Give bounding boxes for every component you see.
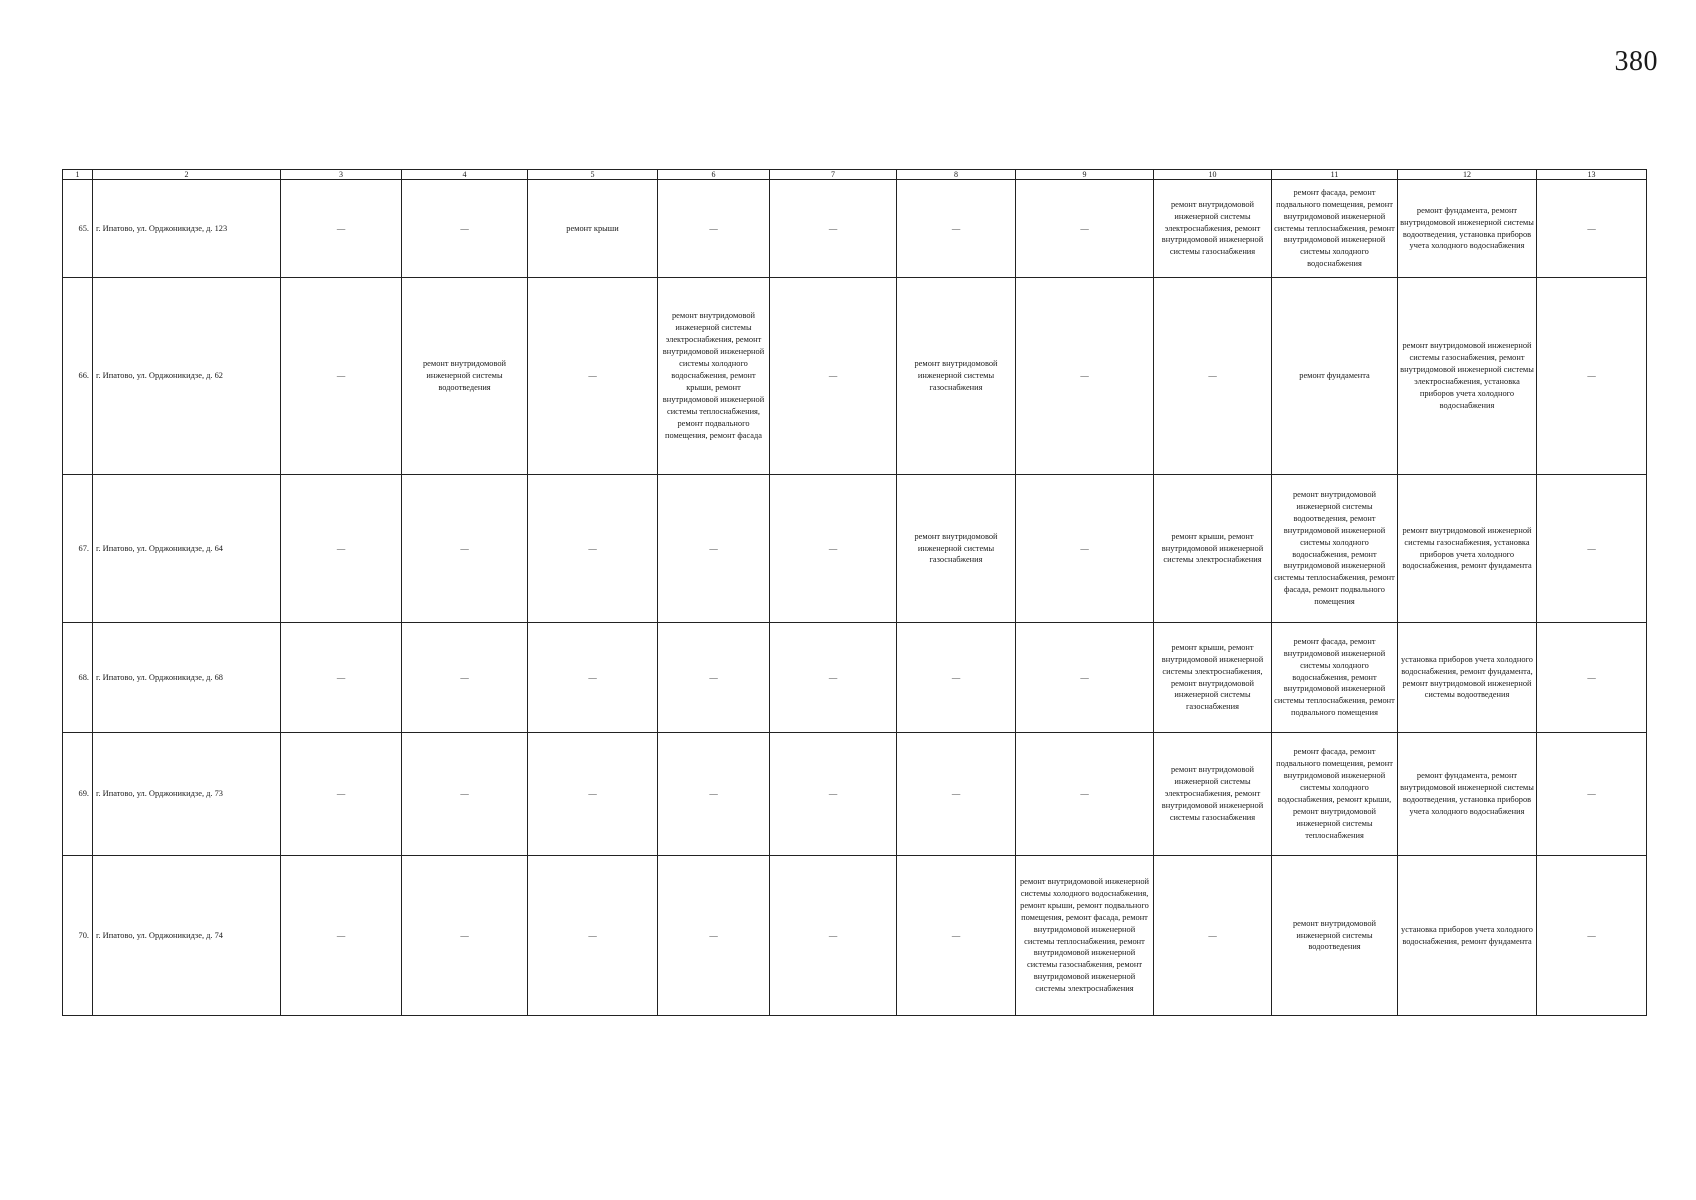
address-cell: г. Ипатово, ул. Орджоникидзе, д. 73	[93, 733, 281, 856]
table-row	[63, 278, 1647, 475]
address-cell: г. Ипатово, ул. Орджоникидзе, д. 62	[93, 278, 281, 475]
work-cell-col-8: —	[897, 623, 1016, 733]
work-cell-col-11: ремонт фасада, ремонт внутридомовой инженерной системы холодного водоснабжения, ремонт внутридомовой инженерной системы теплоснабжения, ремонт подвального помещения	[1272, 623, 1398, 733]
work-cell-col-12: ремонт внутридомовой инженерной системы газоснабжения, установка приборов учета холодного водоснабжения, ремонт фундамента	[1398, 475, 1537, 623]
work-cell-col-10: ремонт крыши, ремонт внутридомовой инженерной системы электроснабжения	[1154, 475, 1272, 623]
work-cell-col-5: —	[528, 856, 658, 1016]
work-cell-col-5: —	[528, 278, 658, 475]
table-row	[63, 856, 1647, 1016]
work-cell-col-10: —	[1154, 856, 1272, 1016]
work-cell-col-13: —	[1537, 733, 1647, 856]
work-cell-col-7: —	[770, 475, 897, 623]
work-cell-col-5: ремонт крыши	[528, 180, 658, 278]
row-number: 67.	[63, 475, 93, 623]
work-cell-col-5: —	[528, 475, 658, 623]
work-cell-col-3: —	[281, 475, 402, 623]
work-cell-col-9: ремонт внутридомовой инженерной системы холодного водоснабжения, ремонт крыши, ремонт подвального помещения, ремонт фасада, ремонт внутридомовой инженерной системы теплоснабжения, ремонт внутридомовой инженерной системы газоснабжения, ремонт внутридомовой инженерной системы электроснабжения	[1016, 856, 1154, 1016]
work-cell-col-12: ремонт фундамента, ремонт внутридомовой инженерной системы водоотведения, установка приборов учета холодного водоснабжения	[1398, 180, 1537, 278]
address-cell: г. Ипатово, ул. Орджоникидзе, д. 68	[93, 623, 281, 733]
work-cell-col-13: —	[1537, 623, 1647, 733]
work-cell-col-5: —	[528, 623, 658, 733]
work-cell-col-4: —	[402, 856, 528, 1016]
work-cell-col-3: —	[281, 856, 402, 1016]
work-cell-col-11: ремонт фасада, ремонт подвального помещения, ремонт внутридомовой инженерной системы холодного водоснабжения, ремонт крыши, ремонт внутридомовой инженерной системы теплоснабжения	[1272, 733, 1398, 856]
column-number: 9	[1016, 170, 1154, 180]
work-cell-col-7: —	[770, 733, 897, 856]
address-cell: г. Ипатово, ул. Орджоникидзе, д. 74	[93, 856, 281, 1016]
work-cell-col-6: —	[658, 475, 770, 623]
column-number: 2	[93, 170, 281, 180]
work-cell-col-10: ремонт внутридомовой инженерной системы электроснабжения, ремонт внутридомовой инженерной системы газоснабжения	[1154, 180, 1272, 278]
table-body	[63, 180, 1647, 1016]
column-number-row	[63, 170, 1647, 180]
work-cell-col-8: —	[897, 180, 1016, 278]
work-cell-col-8: —	[897, 733, 1016, 856]
work-cell-col-7: —	[770, 180, 897, 278]
repair-schedule-table	[62, 169, 1647, 1016]
column-number: 1	[63, 170, 93, 180]
work-cell-col-11: ремонт фундамента	[1272, 278, 1398, 475]
work-cell-col-4: —	[402, 180, 528, 278]
row-number: 68.	[63, 623, 93, 733]
work-cell-col-3: —	[281, 278, 402, 475]
work-cell-col-3: —	[281, 733, 402, 856]
column-number: 7	[770, 170, 897, 180]
address-cell: г. Ипатово, ул. Орджоникидзе, д. 64	[93, 475, 281, 623]
work-cell-col-4: ремонт внутридомовой инженерной системы водоотведения	[402, 278, 528, 475]
work-cell-col-13: —	[1537, 180, 1647, 278]
work-cell-col-4: —	[402, 475, 528, 623]
work-cell-col-6: —	[658, 623, 770, 733]
row-number: 66.	[63, 278, 93, 475]
work-cell-col-10: ремонт крыши, ремонт внутридомовой инженерной системы электроснабжения, ремонт внутридомовой инженерной системы газоснабжения	[1154, 623, 1272, 733]
column-number: 4	[402, 170, 528, 180]
work-cell-col-9: —	[1016, 623, 1154, 733]
row-number: 70.	[63, 856, 93, 1016]
work-cell-col-4: —	[402, 623, 528, 733]
work-cell-col-12: установка приборов учета холодного водоснабжения, ремонт фундамента	[1398, 856, 1537, 1016]
row-number: 65.	[63, 180, 93, 278]
work-cell-col-10: ремонт внутридомовой инженерной системы электроснабжения, ремонт внутридомовой инженерной системы газоснабжения	[1154, 733, 1272, 856]
column-number: 11	[1272, 170, 1398, 180]
work-cell-col-9: —	[1016, 475, 1154, 623]
work-cell-col-6: —	[658, 856, 770, 1016]
work-cell-col-13: —	[1537, 856, 1647, 1016]
work-cell-col-9: —	[1016, 733, 1154, 856]
row-number: 69.	[63, 733, 93, 856]
work-cell-col-6: ремонт внутридомовой инженерной системы электроснабжения, ремонт внутридомовой инженерной системы холодного водоснабжения, ремонт крыши, ремонт внутридомовой инженерной системы теплоснабжения, ремонт подвального помещения, ремонт фасада	[658, 278, 770, 475]
work-cell-col-9: —	[1016, 278, 1154, 475]
column-number: 13	[1537, 170, 1647, 180]
table-row	[63, 180, 1647, 278]
work-cell-col-5: —	[528, 733, 658, 856]
work-cell-col-3: —	[281, 180, 402, 278]
table-row	[63, 475, 1647, 623]
address-cell: г. Ипатово, ул. Орджоникидзе, д. 123	[93, 180, 281, 278]
work-cell-col-7: —	[770, 623, 897, 733]
column-number: 3	[281, 170, 402, 180]
work-cell-col-6: —	[658, 180, 770, 278]
work-cell-col-10: —	[1154, 278, 1272, 475]
column-number: 6	[658, 170, 770, 180]
work-cell-col-11: ремонт внутридомовой инженерной системы водоотведения	[1272, 856, 1398, 1016]
work-cell-col-13: —	[1537, 475, 1647, 623]
work-cell-col-12: установка приборов учета холодного водоснабжения, ремонт фундамента, ремонт внутридомовой инженерной системы водоотведения	[1398, 623, 1537, 733]
work-cell-col-12: ремонт фундамента, ремонт внутридомовой инженерной системы водоотведения, установка приборов учета холодного водоснабжения	[1398, 733, 1537, 856]
work-cell-col-4: —	[402, 733, 528, 856]
work-cell-col-7: —	[770, 278, 897, 475]
table-row	[63, 623, 1647, 733]
work-cell-col-11: ремонт внутридомовой инженерной системы водоотведения, ремонт внутридомовой инженерной системы холодного водоснабжения, ремонт внутридомовой инженерной системы теплоснабжения, ремонт фасада, ремонт подвального помещения	[1272, 475, 1398, 623]
work-cell-col-7: —	[770, 856, 897, 1016]
work-cell-col-11: ремонт фасада, ремонт подвального помещения, ремонт внутридомовой инженерной системы теплоснабжения, ремонт внутридомовой инженерной системы холодного водоснабжения	[1272, 180, 1398, 278]
work-cell-col-6: —	[658, 733, 770, 856]
column-number: 5	[528, 170, 658, 180]
work-cell-col-12: ремонт внутридомовой инженерной системы газоснабжения, ремонт внутридомовой инженерной системы электроснабжения, установка приборов учета холодного водоснабжения	[1398, 278, 1537, 475]
work-cell-col-8: ремонт внутридомовой инженерной системы газоснабжения	[897, 278, 1016, 475]
column-number: 8	[897, 170, 1016, 180]
column-number: 12	[1398, 170, 1537, 180]
work-cell-col-8: —	[897, 856, 1016, 1016]
page-number: 380	[1614, 46, 1658, 77]
work-cell-col-13: —	[1537, 278, 1647, 475]
work-cell-col-9: —	[1016, 180, 1154, 278]
work-cell-col-8: ремонт внутридомовой инженерной системы газоснабжения	[897, 475, 1016, 623]
column-number: 10	[1154, 170, 1272, 180]
table-row	[63, 733, 1647, 856]
work-cell-col-3: —	[281, 623, 402, 733]
